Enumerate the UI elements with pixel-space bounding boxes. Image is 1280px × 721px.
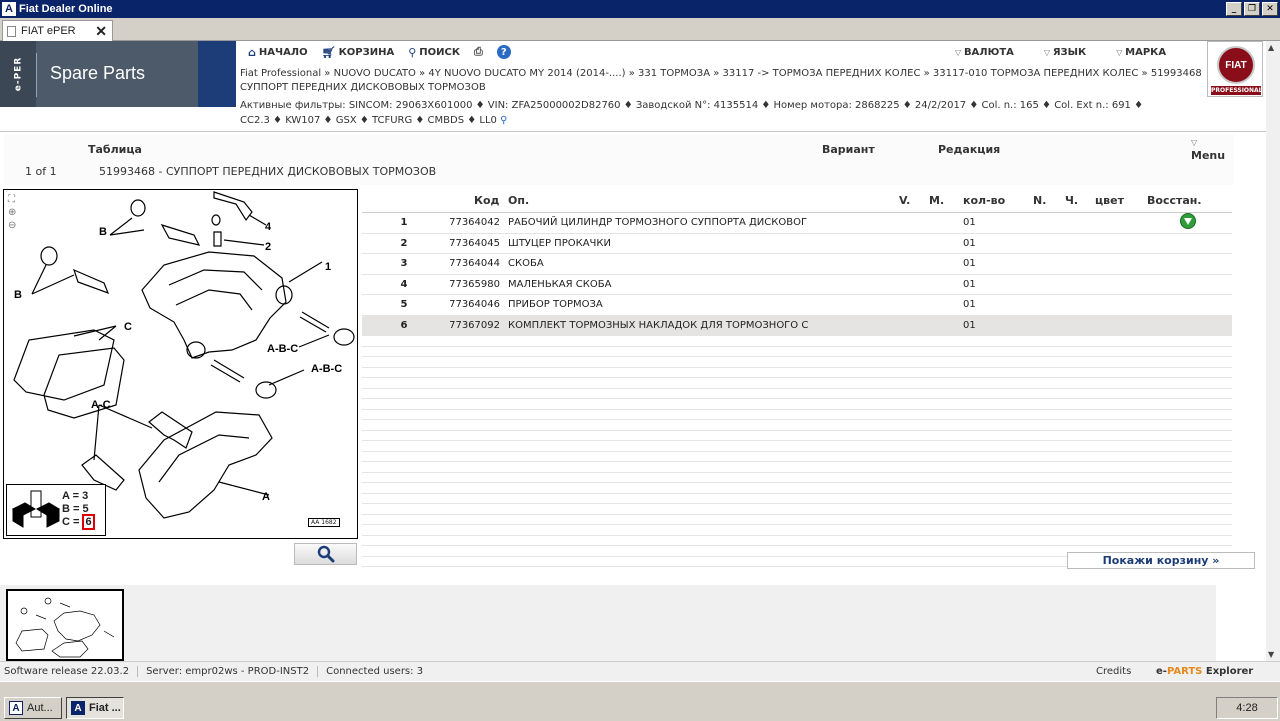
- enlarge-drawing-button[interactable]: [294, 543, 357, 565]
- col-n: N.: [1033, 194, 1047, 207]
- col-v: V.: [899, 194, 911, 207]
- part-code[interactable]: 77365980: [449, 278, 500, 290]
- document-icon: [7, 26, 16, 37]
- parts-table-header: [362, 189, 1232, 213]
- eparts-explorer: Explorer: [1205, 666, 1254, 677]
- taskbar-item-auto-label: Aut...: [27, 702, 53, 714]
- part-code[interactable]: 77364045: [449, 237, 500, 249]
- cart-icon: 🛒︎: [321, 45, 336, 59]
- part-code[interactable]: 77364044: [449, 258, 500, 269]
- table-row[interactable]: [362, 295, 1232, 316]
- nav-home-label: НАЧАЛО: [258, 46, 308, 58]
- svg-text:A-C: A-C: [91, 399, 111, 411]
- col-ch: Ч.: [1065, 194, 1079, 207]
- part-code[interactable]: 77364042: [449, 217, 500, 228]
- empty-row: [362, 368, 1232, 379]
- part-quantity: 01: [963, 217, 976, 228]
- part-quantity: 01: [963, 278, 976, 290]
- eparts-explorer-logo: [1156, 666, 1253, 677]
- empty-row: [362, 378, 1232, 389]
- empty-row: [362, 357, 1232, 368]
- reconditioned-icon[interactable]: [1180, 213, 1196, 229]
- system-tray-clock: 4:28: [1216, 697, 1278, 719]
- thumbnail-drawing: [8, 591, 122, 659]
- row-number: 3: [400, 258, 408, 269]
- table-header: [4, 134, 1234, 185]
- row-number: 6: [400, 319, 408, 331]
- empty-row: [362, 399, 1232, 410]
- zoom-out-icon[interactable]: ⊖: [8, 220, 17, 231]
- close-button[interactable]: ✕: [1262, 2, 1278, 16]
- legend-b: B = 5: [62, 503, 89, 515]
- app-icon: A: [71, 701, 85, 715]
- browser-tab[interactable]: [2, 20, 113, 41]
- page-scrollbar[interactable]: [1266, 41, 1280, 661]
- empty-row: [362, 420, 1232, 431]
- magnifier-icon[interactable]: ⚲: [500, 115, 508, 126]
- browser-tab-label: FIAT ePER: [21, 25, 76, 37]
- empty-row: [362, 336, 1232, 347]
- part-code[interactable]: 77364046: [449, 299, 500, 310]
- app-icon: A: [2, 2, 16, 16]
- empty-row: [362, 389, 1232, 400]
- help-icon: ?: [497, 45, 511, 59]
- empty-row: [362, 536, 1232, 547]
- svg-text:1: 1: [325, 261, 332, 273]
- fiat-professional-logo: [1207, 41, 1263, 97]
- table-row[interactable]: [362, 254, 1232, 275]
- empty-row: [362, 462, 1232, 473]
- taskbar-item-auto[interactable]: [4, 697, 62, 719]
- top-nav: [248, 45, 511, 59]
- nav-search-label: ПОИСК: [419, 46, 461, 58]
- empty-row: [362, 483, 1232, 494]
- active-filters-text: Активные фильтры: SINCOM: 29063X601000 ♦ VIN: ZFA25000002D82760 ♦ Заводской N°: 4135514 ♦ Номер мотора: 2868225 ♦ 24/2/2017 ♦ Col. n.: 165 ♦ Col. Ext n.: 691 ♦ CC2.3 ♦ KW107 ♦ GSX ♦ TCFURG ♦ CMBDS ♦ LL0: [240, 100, 1144, 126]
- header-edition: Редакция: [938, 143, 1001, 156]
- magnifier-icon: [317, 545, 335, 563]
- svg-text:4: 4: [265, 221, 272, 233]
- eparts-parts: PARTS: [1166, 666, 1203, 677]
- legend-a: A = 3: [62, 490, 89, 502]
- empty-row: [362, 410, 1232, 421]
- minimize-button[interactable]: _: [1226, 2, 1242, 16]
- empty-row: [362, 441, 1232, 452]
- part-code[interactable]: 77367092: [449, 319, 500, 331]
- parts-table: [362, 189, 1232, 567]
- server-info: Server: empr02ws - PROD-INST2: [142, 666, 318, 677]
- nav-home[interactable]: [248, 46, 308, 59]
- col-m: M.: [929, 194, 945, 207]
- svg-text:A-B-C: A-B-C: [311, 363, 343, 375]
- taskbar-item-fiat-label: Fiat ...: [89, 702, 121, 714]
- taskbar-item-fiat[interactable]: [66, 697, 124, 719]
- active-filters: [240, 98, 1170, 128]
- browser-tabstrip: [0, 18, 1280, 41]
- svg-text:A-B-C: A-B-C: [267, 343, 299, 355]
- taskbar: [0, 681, 1280, 721]
- status-bar: [0, 661, 1280, 681]
- empty-row: [362, 347, 1232, 358]
- show-cart-button[interactable]: Покажи корзину »: [1067, 552, 1255, 569]
- brand-menu[interactable]: ▽ МАРКА: [1116, 47, 1166, 58]
- legend-box: [6, 484, 106, 536]
- table-row[interactable]: [362, 213, 1232, 234]
- software-release: Software release 22.03.2: [0, 666, 138, 677]
- col-desc: Оп.: [508, 194, 530, 207]
- svg-text:C: C: [124, 321, 132, 333]
- part-description: СКОБА: [508, 258, 544, 269]
- table-title: 51993468 - СУППОРТ ПЕРЕДНИХ ДИСКОВОВЫХ ТОРМОЗОВ: [99, 165, 437, 178]
- part-quantity: 01: [963, 237, 976, 249]
- table-row[interactable]: [362, 234, 1232, 255]
- part-description: МАЛЕНЬКАЯ СКОБА: [508, 278, 612, 290]
- window-titlebar: [0, 0, 1280, 18]
- table-row[interactable]: [362, 275, 1232, 296]
- empty-row: [362, 431, 1232, 442]
- svg-text:B: B: [99, 226, 107, 238]
- restore-button[interactable]: ❐: [1244, 2, 1260, 16]
- breadcrumb[interactable]: Fiat Professional » NUOVO DUCATO » 4Y NUOVO DUCATO MY 2014 (2014-....) » 331 ТОРМОЗА » 33117 -> ТОРМОЗА ПЕРЕДНИХ КОЛЕС » 33117-010 ТОРМОЗА ПЕРЕДНИХ КОЛЕС » 51993468 СУППОРТ ПЕРЕДНИХ ДИСКОВОВЫХ ТОРМОЗОВ: [240, 68, 1202, 93]
- row-number: 5: [400, 299, 408, 310]
- table-row[interactable]: [362, 316, 1232, 337]
- row-number: 1: [400, 217, 408, 228]
- drawing-thumbnail[interactable]: [6, 589, 124, 661]
- empty-row: [362, 504, 1232, 515]
- svg-text:B: B: [14, 289, 22, 301]
- connected-users: Connected users: 3: [326, 666, 424, 677]
- credits-link[interactable]: Credits: [1096, 666, 1132, 677]
- currency-menu[interactable]: ▽ ВАЛЮТА: [955, 47, 1014, 58]
- eper-logo: e-PER: [12, 56, 23, 92]
- brand-title: Spare Parts: [50, 63, 146, 83]
- part-description: КОМПЛЕКТ ТОРМОЗНЫХ НАКЛАДОК ДЛЯ ТОРМОЗНОГО С: [508, 319, 809, 331]
- nav-search[interactable]: [408, 46, 460, 59]
- nav-cart-label: КОРЗИНА: [338, 46, 395, 58]
- print-icon: ⎙: [474, 45, 483, 58]
- window-title: Fiat Dealer Online: [19, 3, 113, 15]
- part-quantity: 01: [963, 319, 976, 331]
- row-number: 4: [400, 278, 408, 290]
- zoom-in-icon[interactable]: ⊕: [8, 207, 17, 218]
- svg-text:A: A: [262, 491, 270, 503]
- col-color: цвет: [1095, 194, 1124, 207]
- empty-row: [362, 525, 1232, 536]
- legend-c-prefix: C =: [62, 516, 83, 528]
- professional-tag: PROFESSIONAL: [1211, 87, 1263, 94]
- header-variant: Вариант: [822, 143, 875, 156]
- legend-c-value: 6: [82, 514, 94, 530]
- svg-text:2: 2: [265, 241, 272, 253]
- page: [0, 41, 1280, 661]
- home-icon: ⌂: [248, 45, 256, 59]
- col-code: Код: [474, 194, 500, 207]
- thumbnail-strip: [0, 585, 1216, 661]
- search-icon: ⚲: [408, 45, 417, 59]
- menu-button[interactable]: ▽ Menu: [1191, 149, 1225, 162]
- part-quantity: 01: [963, 299, 976, 310]
- empty-row: [362, 473, 1232, 484]
- col-recon: Восстан.: [1147, 194, 1202, 207]
- eparts-e: e-: [1156, 666, 1167, 677]
- empty-row: [362, 452, 1232, 463]
- empty-row: [362, 515, 1232, 526]
- language-menu[interactable]: ▽ ЯЗЫК: [1044, 47, 1086, 58]
- print-button[interactable]: [474, 45, 483, 59]
- drawing-code: AA 1682: [308, 518, 340, 527]
- help-button[interactable]: [497, 45, 511, 59]
- right-nav: [955, 47, 1166, 58]
- part-description: ПРИБОР ТОРМОЗА: [508, 299, 603, 310]
- header-table: Таблица: [88, 143, 142, 156]
- brand-panel: [0, 41, 236, 107]
- tab-close-icon[interactable]: ✕: [95, 23, 107, 39]
- app-icon: A: [9, 701, 23, 715]
- part-quantity: 01: [963, 258, 976, 269]
- part-description: РАБОЧИЙ ЦИЛИНДР ТОРМОЗНОГО СУППОРТА ДИСКОВОГ: [508, 217, 808, 228]
- empty-row: [362, 494, 1232, 505]
- nav-cart[interactable]: [322, 46, 395, 59]
- pager: 1 of 1: [25, 165, 57, 178]
- col-qty: кол-во: [963, 194, 1006, 207]
- fiat-logo-text: FIAT: [1217, 46, 1255, 84]
- zoom-fit-icon[interactable]: ⛶: [8, 194, 15, 205]
- exploded-drawing[interactable]: [3, 189, 358, 539]
- row-number: 2: [400, 237, 408, 249]
- part-description: ШТУЦЕР ПРОКАЧКИ: [508, 237, 611, 249]
